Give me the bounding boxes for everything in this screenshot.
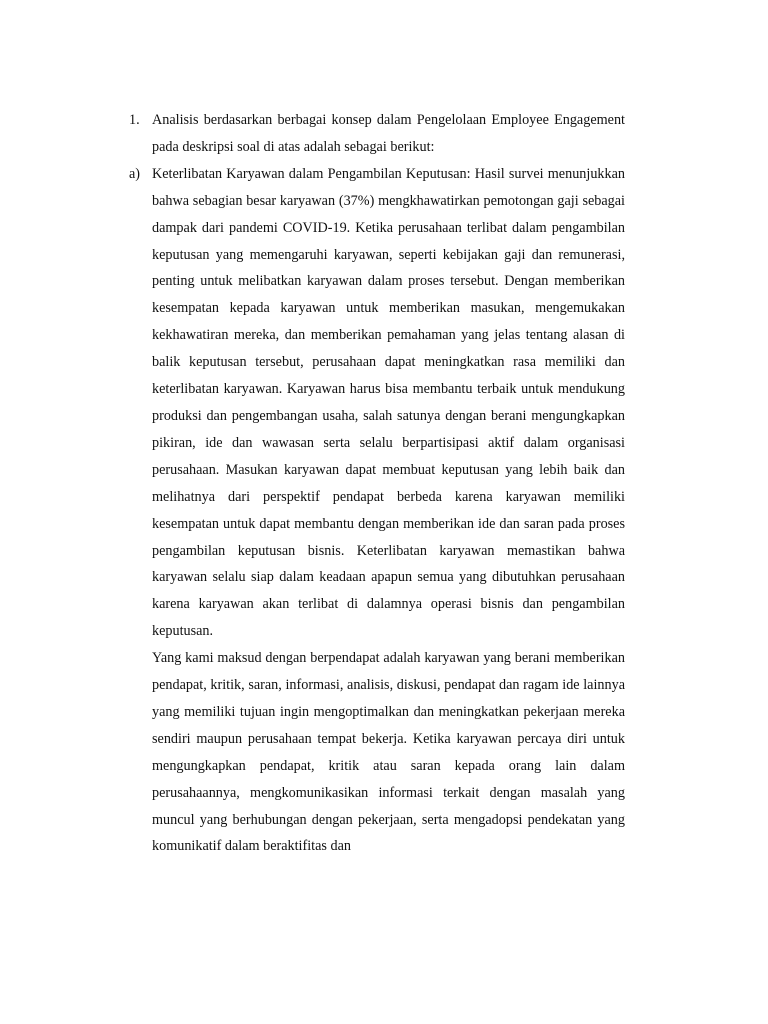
lettered-item-a [129, 161, 625, 645]
document-body [129, 107, 625, 860]
paragraph-2: Yang kami maksud dengan berpendapat adalah karyawan yang berani memberikan pendapat, kritik, saran, informasi, analisis, diskusi, pendapat dan ragam ide lainnya yang memiliki tujuan ingin mengoptimalkan dan meningkatkan pekerjaan mereka sendiri maupun perusahaan tempat bekerja. Ketika karyawan percaya diri untuk mengungkapkan pendapat, kritik atau saran kepada orang lain dalam perusahaannya, mengkomunikasikan informasi terkait dengan masalah yang muncul yang berhubungan dengan pekerjaan, serta mengadopsi pendekatan yang komunikatif dalam beraktifitas dan [152, 650, 625, 855]
item-1-text: Analisis berdasarkan berbagai konsep dalam Pengelolaan Employee Engagement pada deskripsi soal di atas adalah sebagai berikut: [152, 112, 625, 155]
item-a-text: Keterlibatan Karyawan dalam Pengambilan Keputusan: Hasil survei menunjukkan bahwa sebagian besar karyawan (37%) mengkhawatirkan pemotongan gaji sebagai dampak dari pandemi COVID-19. Ketika perusahaan terlibat dalam pengambilan keputusan yang memengaruhi karyawan, seperti kebijakan gaji dan remunerasi, penting untuk melibatkan karyawan dalam proses tersebut. Dengan memberikan kesempatan kepada karyawan untuk memberikan masukan, mengemukakan kekhawatiran mereka, dan memberikan pemahaman yang jelas tentang alasan di balik keputusan tersebut, perusahaan dapat meningkatkan rasa memiliki dan keterlibatan karyawan. Karyawan harus bisa membantu terbaik untuk mendukung produksi dan pengembangan usaha, salah satunya dengan berani mengungkapkan pikiran, ide dan wawasan serta selalu berpartisipasi aktif dalam organisasi perusahaan. Masukan karyawan dapat membuat keputusan yang lebih baik dan melihatnya dari perspektif pendapat berbeda karena karyawan memiliki kesempatan untuk dapat membantu dengan memberikan ide dan saran pada proses pengambilan keputusan bisnis. Keterlibatan karyawan memastikan bahwa karyawan selalu siap dalam keadaan apapun semua yang dibutuhkan perusahaan karena karyawan akan terlibat di dalamnya operasi bisnis dan pengambilan keputusan. [152, 165, 625, 640]
numbered-item-1 [129, 107, 625, 161]
list-letter: a) [129, 165, 141, 182]
list-number: 1. [129, 112, 140, 128]
